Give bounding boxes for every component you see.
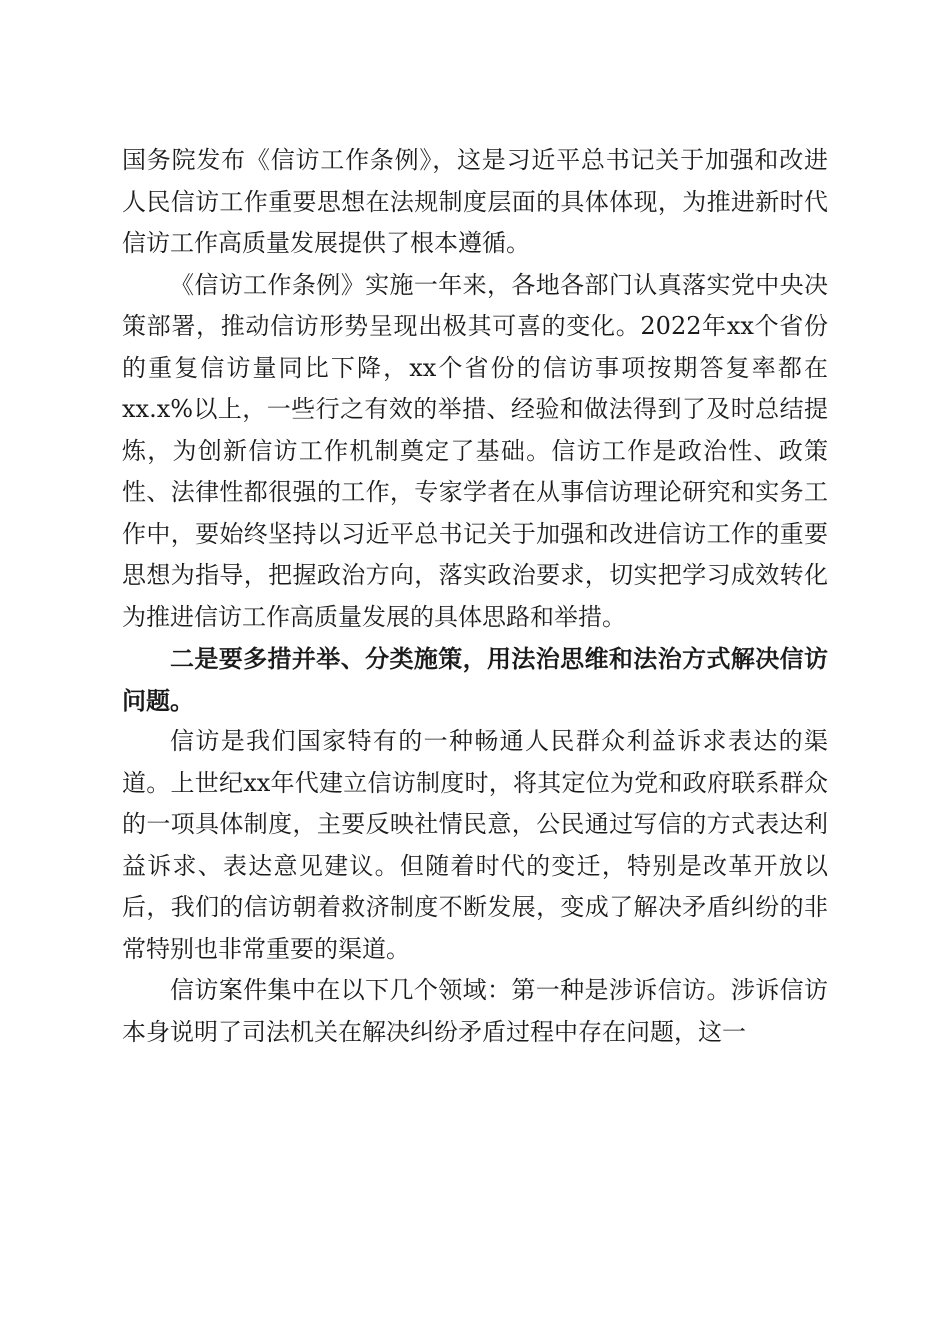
document-body: [122, 140, 828, 1053]
paragraph-petition-channel: 信访是我们国家特有的一种畅通人民群众利益诉求表达的渠道。上世纪xx年代建立信访制度时，将其定位为党和政府联系群众的一项具体制度，主要反映社情民意，公民通过写信的方式表达利益诉求、表达意见建议。但随着时代的变迁，特别是改革开放以后，我们的信访朝着救济制度不断发展，变成了解决矛盾纠纷的非常特别也非常重要的渠道。: [122, 727, 828, 963]
paragraph-heading-rule-of-law: 二是要多措并举、分类施策，用法治思维和法治方式解决信访问题。: [122, 644, 828, 715]
paragraph-regulation-implementation: 《信访工作条例》实施一年来，各地各部门认真落实党中央决策部署，推动信访形势呈现出极其可喜的变化。2022年xx个省份的重复信访量同比下降，xx个省份的信访事项按期答复率都在xx.x%以上，一些行之有效的举措、经验和做法得到了及时总结提炼，为创新信访工作机制奠定了基础。信访工作是政治性、政策性、法律性都很强的工作，专家学者在从事信访理论研究和实务工作中，要始终坚持以习近平总书记关于加强和改进信访工作的重要思想为指导，把握政治方向，落实政治要求，切实把学习成效转化为推进信访工作高质量发展的具体思路和举措。: [122, 270, 828, 631]
paragraph-intro: 国务院发布《信访工作条例》，这是习近平总书记关于加强和改进人民信访工作重要思想在法规制度层面的具体体现，为推进新时代信访工作高质量发展提供了根本遵循。: [122, 146, 828, 257]
paragraph-petition-areas: 信访案件集中在以下几个领域：第一种是涉诉信访。涉诉信访本身说明了司法机关在解决纠纷矛盾过程中存在问题，这一: [122, 976, 828, 1046]
